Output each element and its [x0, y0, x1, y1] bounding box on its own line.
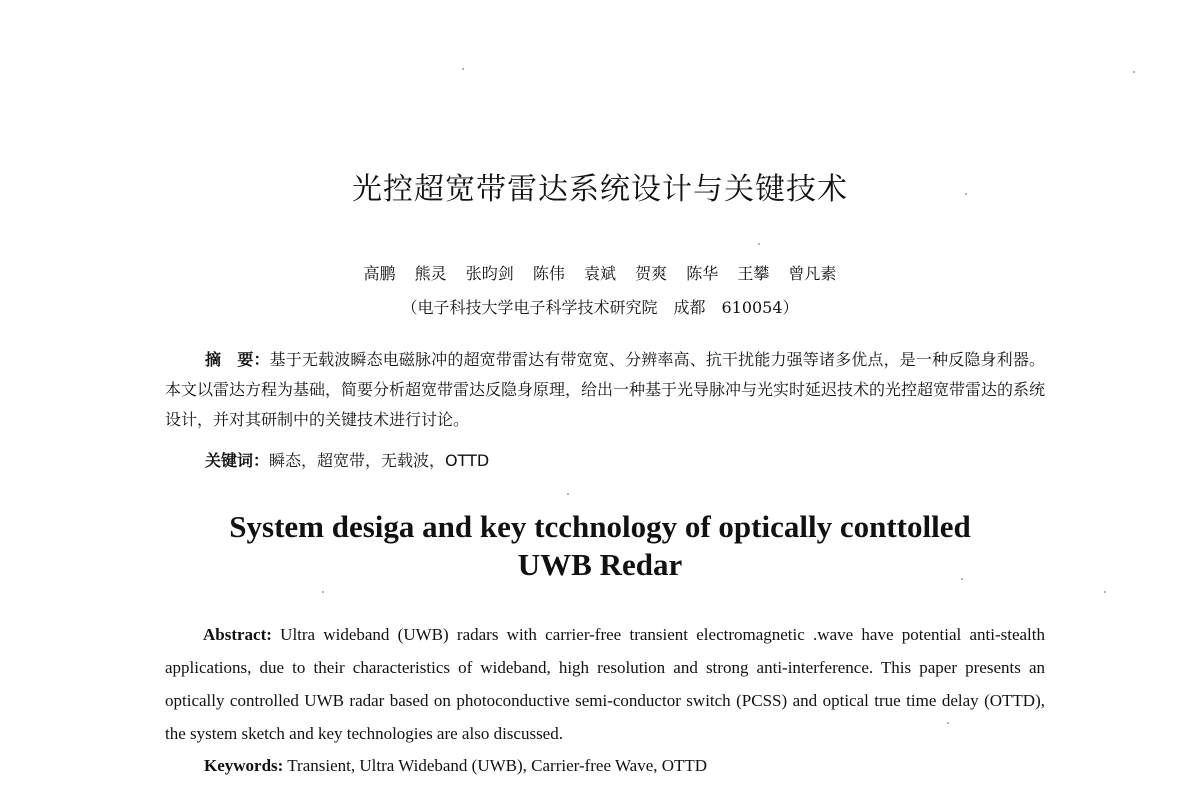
author-list — [0, 262, 1200, 286]
author-name: 贺爽 — [635, 264, 668, 283]
chinese-title: 光控超宽带雷达系统设计与关键技术 — [352, 172, 848, 207]
chinese-abstract-text: 基于无载波瞬态电磁脉冲的超宽带雷达有带宽宽、分辨率高、抗干扰能力强等诸多优点，是一种反隐身利器。本文以雷达方程为基础，简要分析超宽带雷达反隐身原理，给出一种基于光导脉冲与光实时延迟技术的光控超宽带雷达的系统设计，并对其研制中的关键技术进行讨论。 — [165, 350, 1046, 429]
author-name: 袁斌 — [583, 264, 616, 283]
chinese-keywords-text: 瞬态，超宽带，无载波，OTTD — [269, 451, 490, 470]
author-name: 王攀 — [737, 264, 770, 283]
author-name: 高鹏 — [363, 264, 396, 283]
chinese-abstract — [165, 345, 1045, 435]
affiliation: （电子科技大学电子科学技术研究院 成都 610054） — [401, 298, 799, 317]
english-title — [150, 508, 1050, 584]
scan-speck — [1104, 591, 1106, 593]
chinese-keywords-label: 关键词： — [205, 451, 270, 470]
scan-speck — [947, 722, 949, 724]
author-name: 熊灵 — [414, 264, 447, 283]
chinese-keywords — [205, 446, 489, 476]
english-title-line: System desiga and key tcchnology of optically conttolled — [229, 509, 971, 544]
english-title-line: UWB Redar — [517, 547, 683, 582]
scan-speck — [1133, 71, 1135, 73]
scan-speck — [462, 68, 464, 70]
chinese-abstract-label: 摘 要： — [205, 350, 270, 369]
scan-speck — [961, 578, 963, 580]
english-keywords-label: Keywords: — [204, 756, 284, 775]
english-abstract-text: Ultra wideband (UWB) radars with carrier-free transient electromagnetic .wave have potential anti-stealth applications, due to their characteristics of wideband, high resolution and strong anti-interference. This paper presents an optically controlled UWB radar based on photoconductive semi-conductor switch (PCSS) and optical true time delay (OTTD), the system sketch and key technologies are also discussed. — [165, 625, 1045, 743]
scan-speck — [965, 193, 967, 195]
scan-speck — [758, 243, 760, 245]
author-name: 陈华 — [686, 264, 719, 283]
english-keywords-text: Transient, Ultra Wideband (UWB), Carrier-free Wave, OTTD — [283, 756, 708, 775]
scan-speck — [322, 591, 324, 593]
english-abstract — [165, 618, 1045, 750]
author-name: 曾凡素 — [788, 264, 837, 283]
author-name: 张昀剑 — [465, 264, 514, 283]
author-name: 陈伟 — [532, 264, 565, 283]
english-abstract-label: Abstract: — [203, 625, 272, 644]
scan-speck — [567, 493, 569, 495]
english-keywords — [204, 751, 707, 781]
